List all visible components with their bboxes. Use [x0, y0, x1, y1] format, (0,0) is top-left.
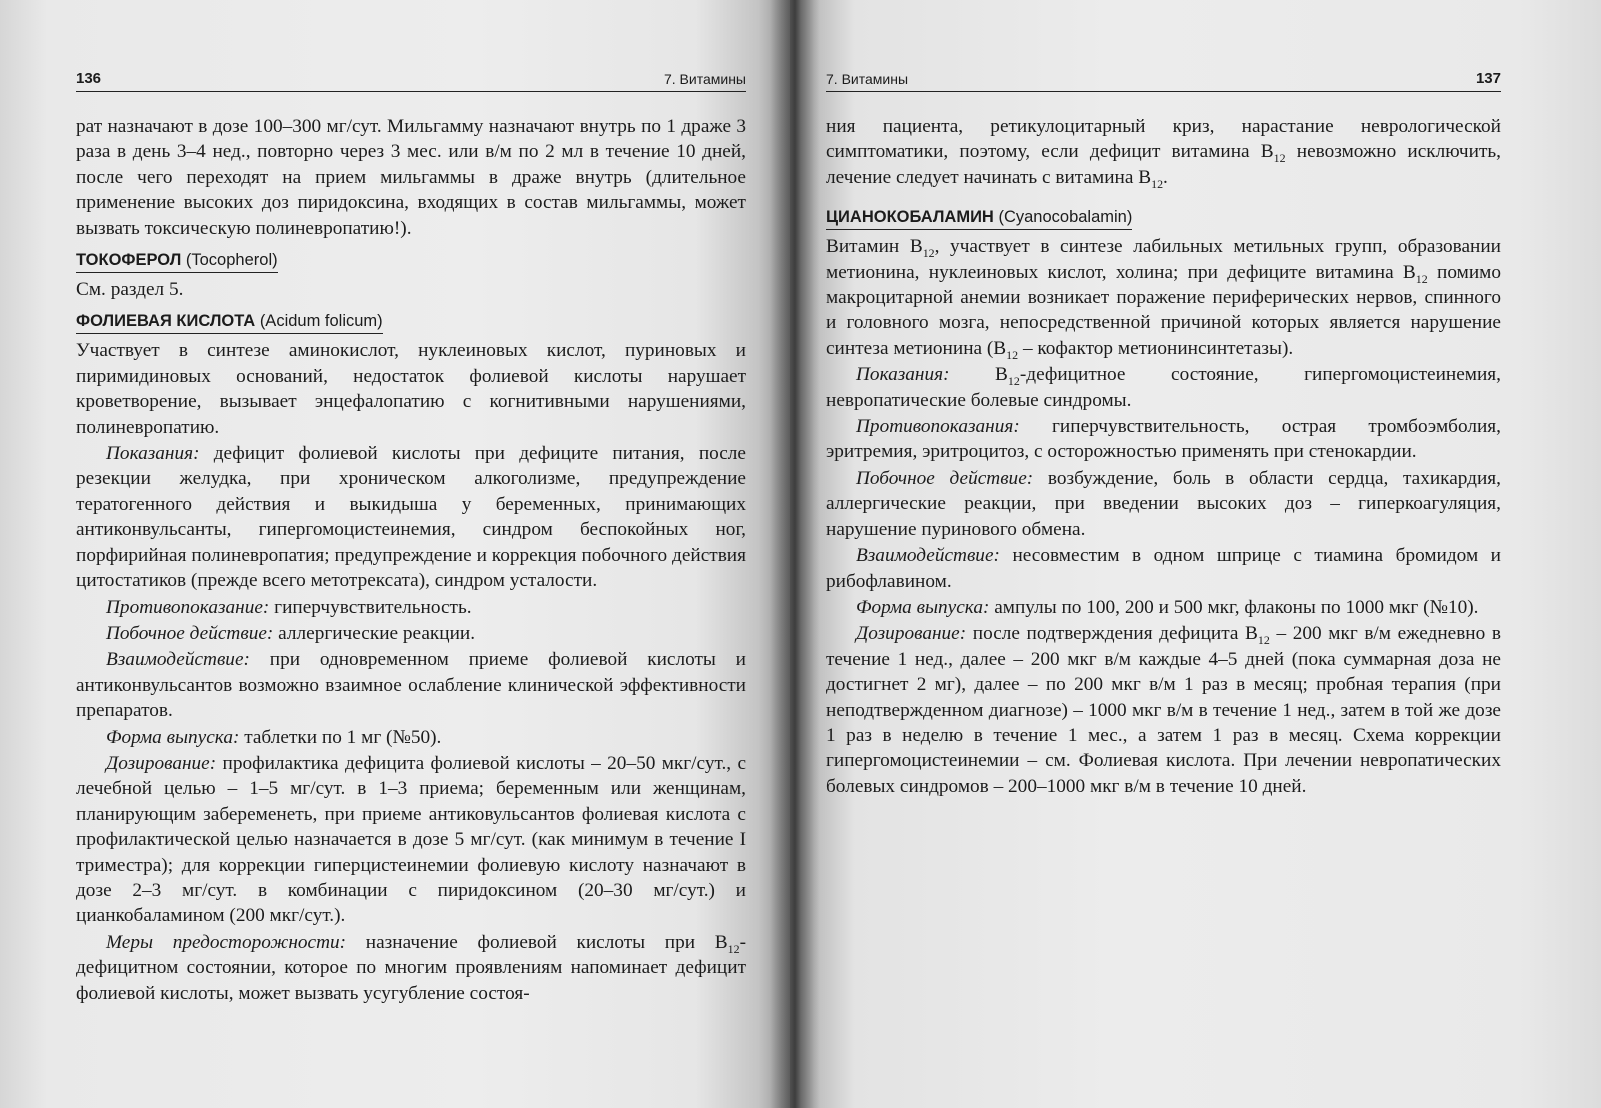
text-indications-b: -дефицитное состояние, гипергомоцистеинемия, невропатические болевые синдромы.	[826, 364, 1501, 411]
section-heading-tocopherol	[76, 251, 278, 273]
text-dosage-b: – 200 мкг в/м ежедневно в течение 1 нед., далее – 200 мкг в/м каждые 4–5 дней (пока суммарная доза не достигнет 2 мг), далее – по 200 мкг в/м 1 раз в месяц; пробная терапия (при неподтвержденном диагнозе) – 1000 мкг в/м в течение 1 нед., затем в той же дозе 1 раз в неделю в течение 1 мес., а затем 1 раз в месяц. Схема коррекции гипергомоцистеинемии – см. Фолиевая кислота. При лечении невропатических болевых синдромов – 200–1000 мкг в/м в течение 10 дней.	[826, 623, 1501, 797]
text-intro: Витамин B	[826, 236, 923, 258]
text-form: ампулы по 100, 200 и 500 мкг, флаконы по 1000 мкг (№10).	[989, 596, 1479, 618]
label-interaction: Взаимодействие:	[106, 649, 250, 671]
text-continuation-b: невозможно исключить, лечение следует начинать с витамина B	[826, 141, 1501, 188]
page-number: 137	[1475, 70, 1501, 87]
paragraph-folic-contra	[76, 595, 746, 620]
heading-title-ru: ЦИАНОКОБАЛАМИН	[826, 208, 994, 227]
heading-title-lat: (Acidum folicum)	[259, 312, 383, 331]
label-dosage: Дозирование:	[106, 752, 217, 774]
section-heading-cyanocobalamin	[826, 208, 1132, 230]
text-precautions: назначение фолиевой кислоты при B	[346, 931, 728, 953]
label-interaction: Взаимодействие:	[856, 545, 1000, 567]
text-precautions-cont: -дефицитном состоянии, которое по многим проявлениям напоминает дефицит фолиевой кислоты, может вызвать усугубление состоя-	[76, 931, 746, 1004]
text-contraindications: гиперчувствительность.	[269, 596, 472, 618]
paragraph-cyano-dosage	[826, 621, 1501, 799]
paragraph-cyano-form	[826, 595, 1501, 620]
subscript: 12	[922, 246, 935, 261]
label-dosage: Дозирование:	[856, 623, 967, 645]
running-title: 7. Витамины	[663, 71, 746, 87]
heading-title-ru: ТОКОФЕРОЛ	[76, 251, 182, 270]
subscript: 12	[1151, 176, 1164, 191]
heading-title-ru: ФОЛИЕВАЯ КИСЛОТА	[76, 312, 256, 331]
text-intro-d: – кофактор метионинсинтетазы).	[1018, 337, 1294, 359]
page-number: 136	[76, 70, 102, 87]
subscript: 12	[727, 941, 740, 956]
right-page-text	[826, 114, 1501, 799]
label-contraindications: Противопоказание:	[106, 596, 270, 618]
text-dosage: профилактика дефицита фолиевой кислоты – 20–50 мкг/сут., с лечебной целью – 1–5 мг/сут. в 1–3 приема; беременным или женщинам, планирующим забеременеть, при приеме антиковульсантов фолиевая кислота с профилактической целью назначается в дозе 5 мг/сут. (как минимум в течение I триместра); для коррекции гиперцистеинемии фолиевую кислоту назначают в дозе 2–3 мг/сут. в комбинации с пиридоксином (20–30 мг/сут.) и цианкобаламином (200 мкг/сут.).	[76, 752, 746, 927]
paragraph-folic-side-effects	[76, 621, 746, 646]
label-contraindications: Противопоказания:	[856, 416, 1020, 438]
text-interaction: несовместим в одном шприце с тиамина бромидом и рибофлавином.	[826, 545, 1501, 592]
label-side-effects: Побочное действие:	[856, 467, 1034, 489]
label-side-effects: Побочное действие:	[106, 622, 274, 644]
label-precautions: Меры предосторожности:	[106, 931, 347, 953]
paragraph-cyano-contra	[826, 414, 1501, 465]
text-indications: B	[949, 364, 1008, 386]
paragraph-cyano-intro	[826, 234, 1501, 361]
text-continuation-c: .	[1163, 166, 1168, 188]
label-indications: Показания:	[856, 364, 950, 386]
heading-title-lat: (Tocopherol)	[185, 251, 278, 270]
paragraph-folic-dosage	[76, 751, 746, 929]
paragraph-folic-intro: Участвует в синтезе аминокислот, нуклеиновых кислот, пуриновых и пиримидиновых оснований, недостаток фолиевой кислоты нарушает кроветворение, вызывает энцефалопатию с когнитивными нарушениями, полиневропатию.	[76, 340, 746, 438]
subscript: 12	[1006, 347, 1019, 362]
label-form: Форма выпуска:	[856, 596, 990, 618]
left-page	[0, 0, 790, 1108]
paragraph-folic-form	[76, 725, 746, 750]
paragraph-continuation	[826, 114, 1501, 190]
text-dosage: после подтверждения дефицита B	[966, 623, 1258, 645]
text-side-effects: возбуждение, боль в области сердца, тахикардия, аллергические реакции, при введении высоких доз – гиперкоагуляция, нарушение пуринового обмена.	[826, 467, 1501, 540]
subscript: 12	[1257, 633, 1270, 648]
text-intro-c: помимо макроцитарной анемии возникает поражение периферических нервов, спинного и головного мозга, непосредственной причиной которых является нарушение синтеза метионина (B	[826, 261, 1501, 359]
subscript: 12	[1273, 151, 1286, 166]
right-page	[790, 0, 1601, 1108]
paragraph-intro: рат назначают в дозе 100–300 мг/сут. Мильгамму назначают внутрь по 1 драже 3 раза в день 3–4 нед., повторно через 3 мес. или в/м по 2 мл в течение 10 дней, после чего переходят на прием мильгаммы в драже внутрь (длительное применение высоких доз пиридоксина, входящих в состав мильгаммы, может вызвать токсическую полиневропатию!).	[76, 116, 746, 239]
heading-title-lat: (Cyanocobalamin)	[998, 208, 1133, 227]
paragraph-cyano-side-effects	[826, 466, 1501, 542]
paragraph-folic-indications	[76, 441, 746, 593]
text-side-effects: аллергические реакции.	[273, 622, 476, 644]
text-intro-b: , участвует в синтезе лабильных метильных групп, образовании метионина, нуклеиновых кислот, холина; при дефиците витамина B	[826, 236, 1501, 283]
left-page-text	[76, 114, 746, 1006]
paragraph-cyano-indications	[826, 362, 1501, 413]
running-head-left	[76, 70, 746, 92]
text-interaction: при одновременном приеме фолиевой кислоты и антиконвульсантов возможно взаимное ослабление клинической эффективности препаратов.	[76, 649, 746, 722]
paragraph-folic-precautions	[76, 930, 746, 1006]
paragraph-folic-interaction	[76, 647, 746, 723]
running-head-right	[826, 70, 1501, 92]
text-form: таблетки по 1 мг (№50).	[239, 726, 442, 748]
section-heading-folic-acid	[76, 312, 383, 334]
text-continuation: ния пациента, ретикулоцитарный криз, нарастание неврологической симптоматики, поэтому, если дефицит витамина B	[826, 116, 1501, 163]
paragraph-tocopherol: См. раздел 5.	[76, 279, 184, 301]
label-indications: Показания:	[106, 443, 200, 465]
label-form: Форма выпуска:	[106, 726, 240, 748]
text-contraindications: гиперчувствительность, острая тромбоэмболия, эритремия, эритроцитоз, с осторожностью применять при стенокардии.	[826, 416, 1501, 463]
running-title: 7. Витамины	[826, 71, 909, 87]
subscript: 12	[1415, 271, 1428, 286]
subscript: 12	[1007, 374, 1020, 389]
paragraph-cyano-interaction	[826, 543, 1501, 594]
text-indications: дефицит фолиевой кислоты при дефиците питания, после резекции желудка, при хроническом алкоголизме, предупреждение тератогенного действия и выкидыша у беременных, принимающих антиконвульсанты, гипергомоцистеинемия, синдром беспокойных ног, порфирийная полиневропатия; предупреждение и коррекция побочного действия цитостатиков (прежде всего метотрексата), синдром усталости.	[76, 443, 746, 592]
